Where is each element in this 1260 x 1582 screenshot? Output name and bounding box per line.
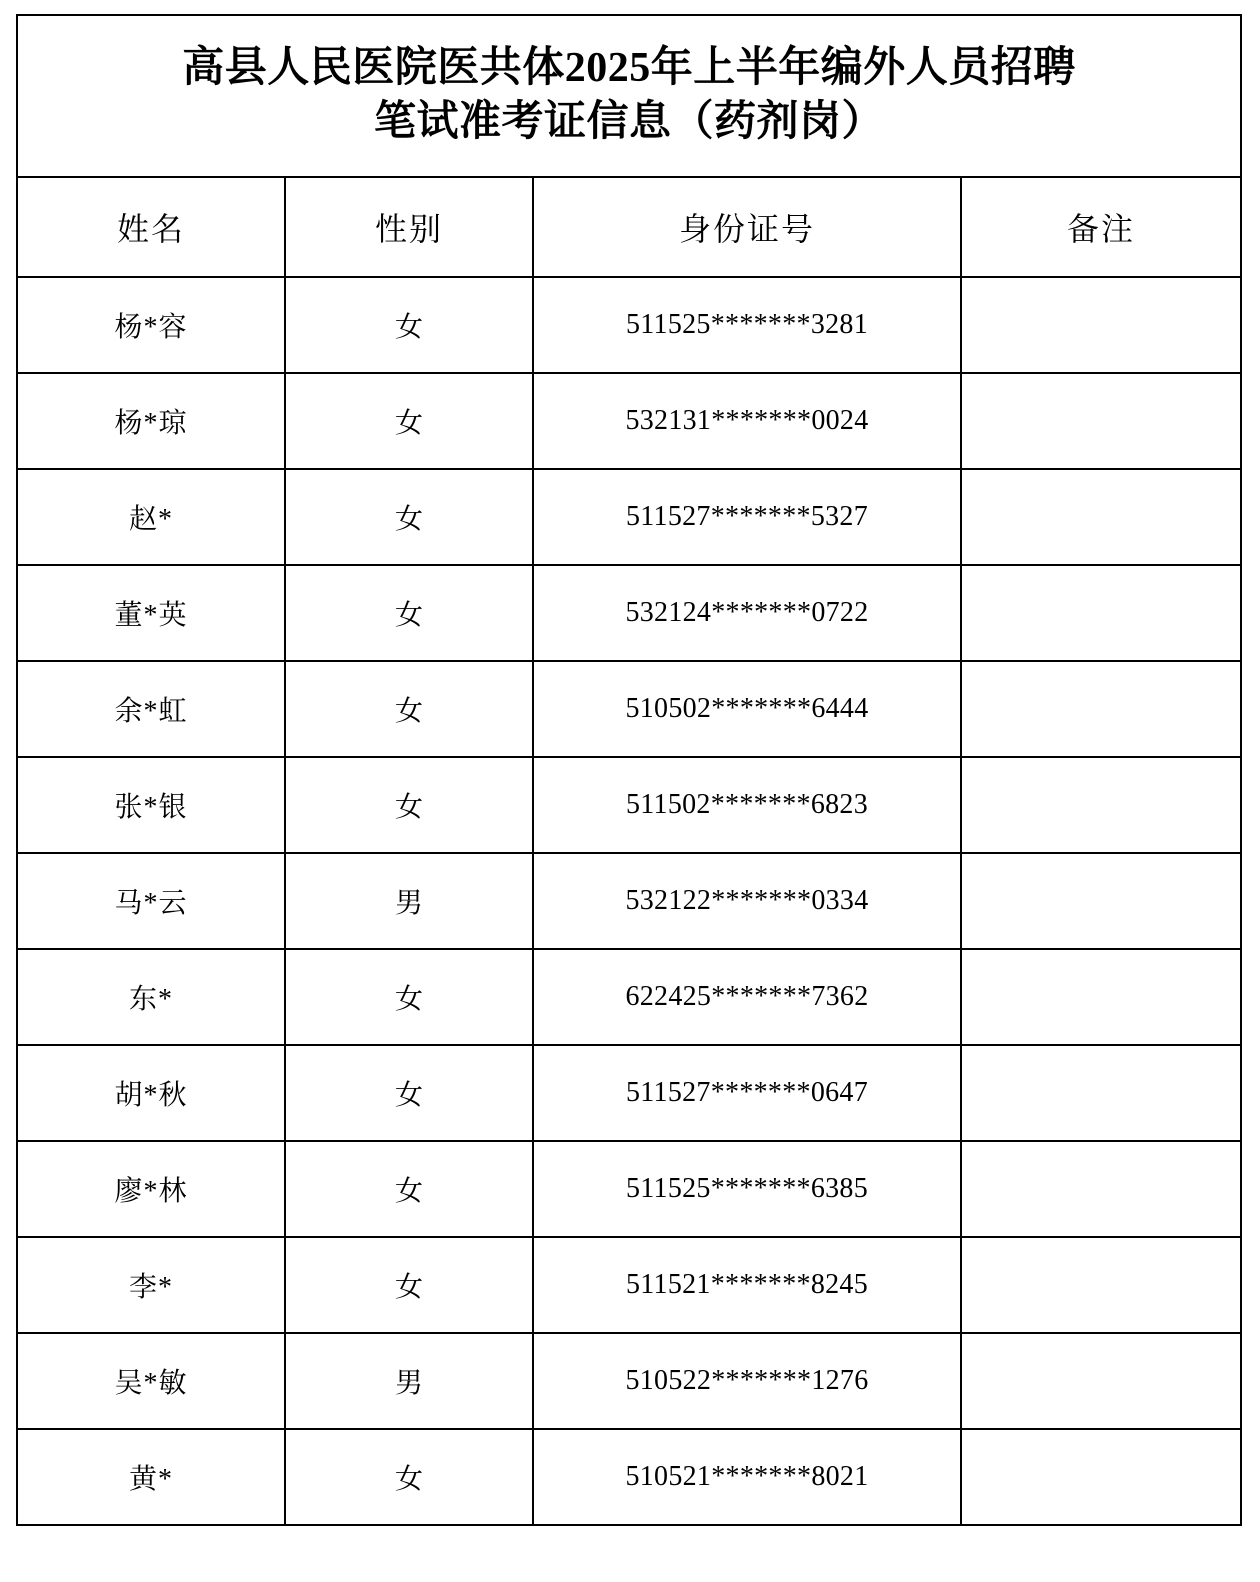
- cell-gender: 男: [285, 1333, 533, 1429]
- cell-id-number: 532124*******0722: [533, 565, 961, 661]
- cell-gender: 女: [285, 1429, 533, 1525]
- cell-name: 马*云: [17, 853, 285, 949]
- cell-name: 赵*: [17, 469, 285, 565]
- table-row: [17, 277, 1241, 373]
- cell-name: 董*英: [17, 565, 285, 661]
- table-row: [17, 949, 1241, 1045]
- cell-name: 张*银: [17, 757, 285, 853]
- cell-note: [961, 1141, 1241, 1237]
- cell-name: 胡*秋: [17, 1045, 285, 1141]
- cell-id-number: 511525*******6385: [533, 1141, 961, 1237]
- cell-name: 杨*容: [17, 277, 285, 373]
- cell-note: [961, 757, 1241, 853]
- cell-id-number: 511527*******0647: [533, 1045, 961, 1141]
- table-row: [17, 661, 1241, 757]
- column-header-note: 备注: [961, 177, 1241, 277]
- cell-gender: 女: [285, 1045, 533, 1141]
- cell-gender: 女: [285, 1237, 533, 1333]
- column-header-name: 姓名: [17, 177, 285, 277]
- title-row: [17, 15, 1241, 177]
- cell-note: [961, 853, 1241, 949]
- admission-ticket-table: [16, 14, 1242, 1526]
- cell-id-number: 510521*******8021: [533, 1429, 961, 1525]
- column-header-id-number: 身份证号: [533, 177, 961, 277]
- table-row: [17, 1429, 1241, 1525]
- table-row: [17, 373, 1241, 469]
- table-body: [17, 15, 1241, 1525]
- cell-name: 余*虹: [17, 661, 285, 757]
- cell-id-number: 510522*******1276: [533, 1333, 961, 1429]
- cell-gender: 女: [285, 373, 533, 469]
- cell-name: 吴*敏: [17, 1333, 285, 1429]
- cell-note: [961, 661, 1241, 757]
- cell-note: [961, 1333, 1241, 1429]
- table-row: [17, 1237, 1241, 1333]
- cell-note: [961, 373, 1241, 469]
- cell-gender: 女: [285, 565, 533, 661]
- cell-note: [961, 277, 1241, 373]
- cell-id-number: 511521*******8245: [533, 1237, 961, 1333]
- cell-note: [961, 1237, 1241, 1333]
- table-row: [17, 1045, 1241, 1141]
- table-row: [17, 469, 1241, 565]
- table-header-row: [17, 177, 1241, 277]
- cell-id-number: 532122*******0334: [533, 853, 961, 949]
- cell-id-number: 511502*******6823: [533, 757, 961, 853]
- cell-name: 杨*琼: [17, 373, 285, 469]
- table-row: [17, 565, 1241, 661]
- column-header-gender: 性别: [285, 177, 533, 277]
- table-row: [17, 1141, 1241, 1237]
- cell-gender: 女: [285, 949, 533, 1045]
- page-title-line2: 笔试准考证信息（药剂岗）: [374, 99, 885, 145]
- page-title-line1: 高县人民医院医共体2025年上半年编外人员招聘: [182, 45, 1076, 92]
- cell-name: 李*: [17, 1237, 285, 1333]
- cell-gender: 女: [285, 757, 533, 853]
- cell-note: [961, 949, 1241, 1045]
- cell-gender: 女: [285, 469, 533, 565]
- cell-name: 东*: [17, 949, 285, 1045]
- cell-gender: 男: [285, 853, 533, 949]
- cell-id-number: 511527*******5327: [533, 469, 961, 565]
- cell-note: [961, 469, 1241, 565]
- cell-note: [961, 1429, 1241, 1525]
- cell-id-number: 510502*******6444: [533, 661, 961, 757]
- table-row: [17, 757, 1241, 853]
- cell-gender: 女: [285, 661, 533, 757]
- table-row: [17, 853, 1241, 949]
- cell-id-number: 511525*******3281: [533, 277, 961, 373]
- cell-gender: 女: [285, 277, 533, 373]
- cell-id-number: 532131*******0024: [533, 373, 961, 469]
- cell-note: [961, 565, 1241, 661]
- cell-id-number: 622425*******7362: [533, 949, 961, 1045]
- cell-name: 廖*林: [17, 1141, 285, 1237]
- cell-name: 黄*: [17, 1429, 285, 1525]
- table-row: [17, 1333, 1241, 1429]
- cell-gender: 女: [285, 1141, 533, 1237]
- document-title-cell: [17, 15, 1241, 177]
- cell-note: [961, 1045, 1241, 1141]
